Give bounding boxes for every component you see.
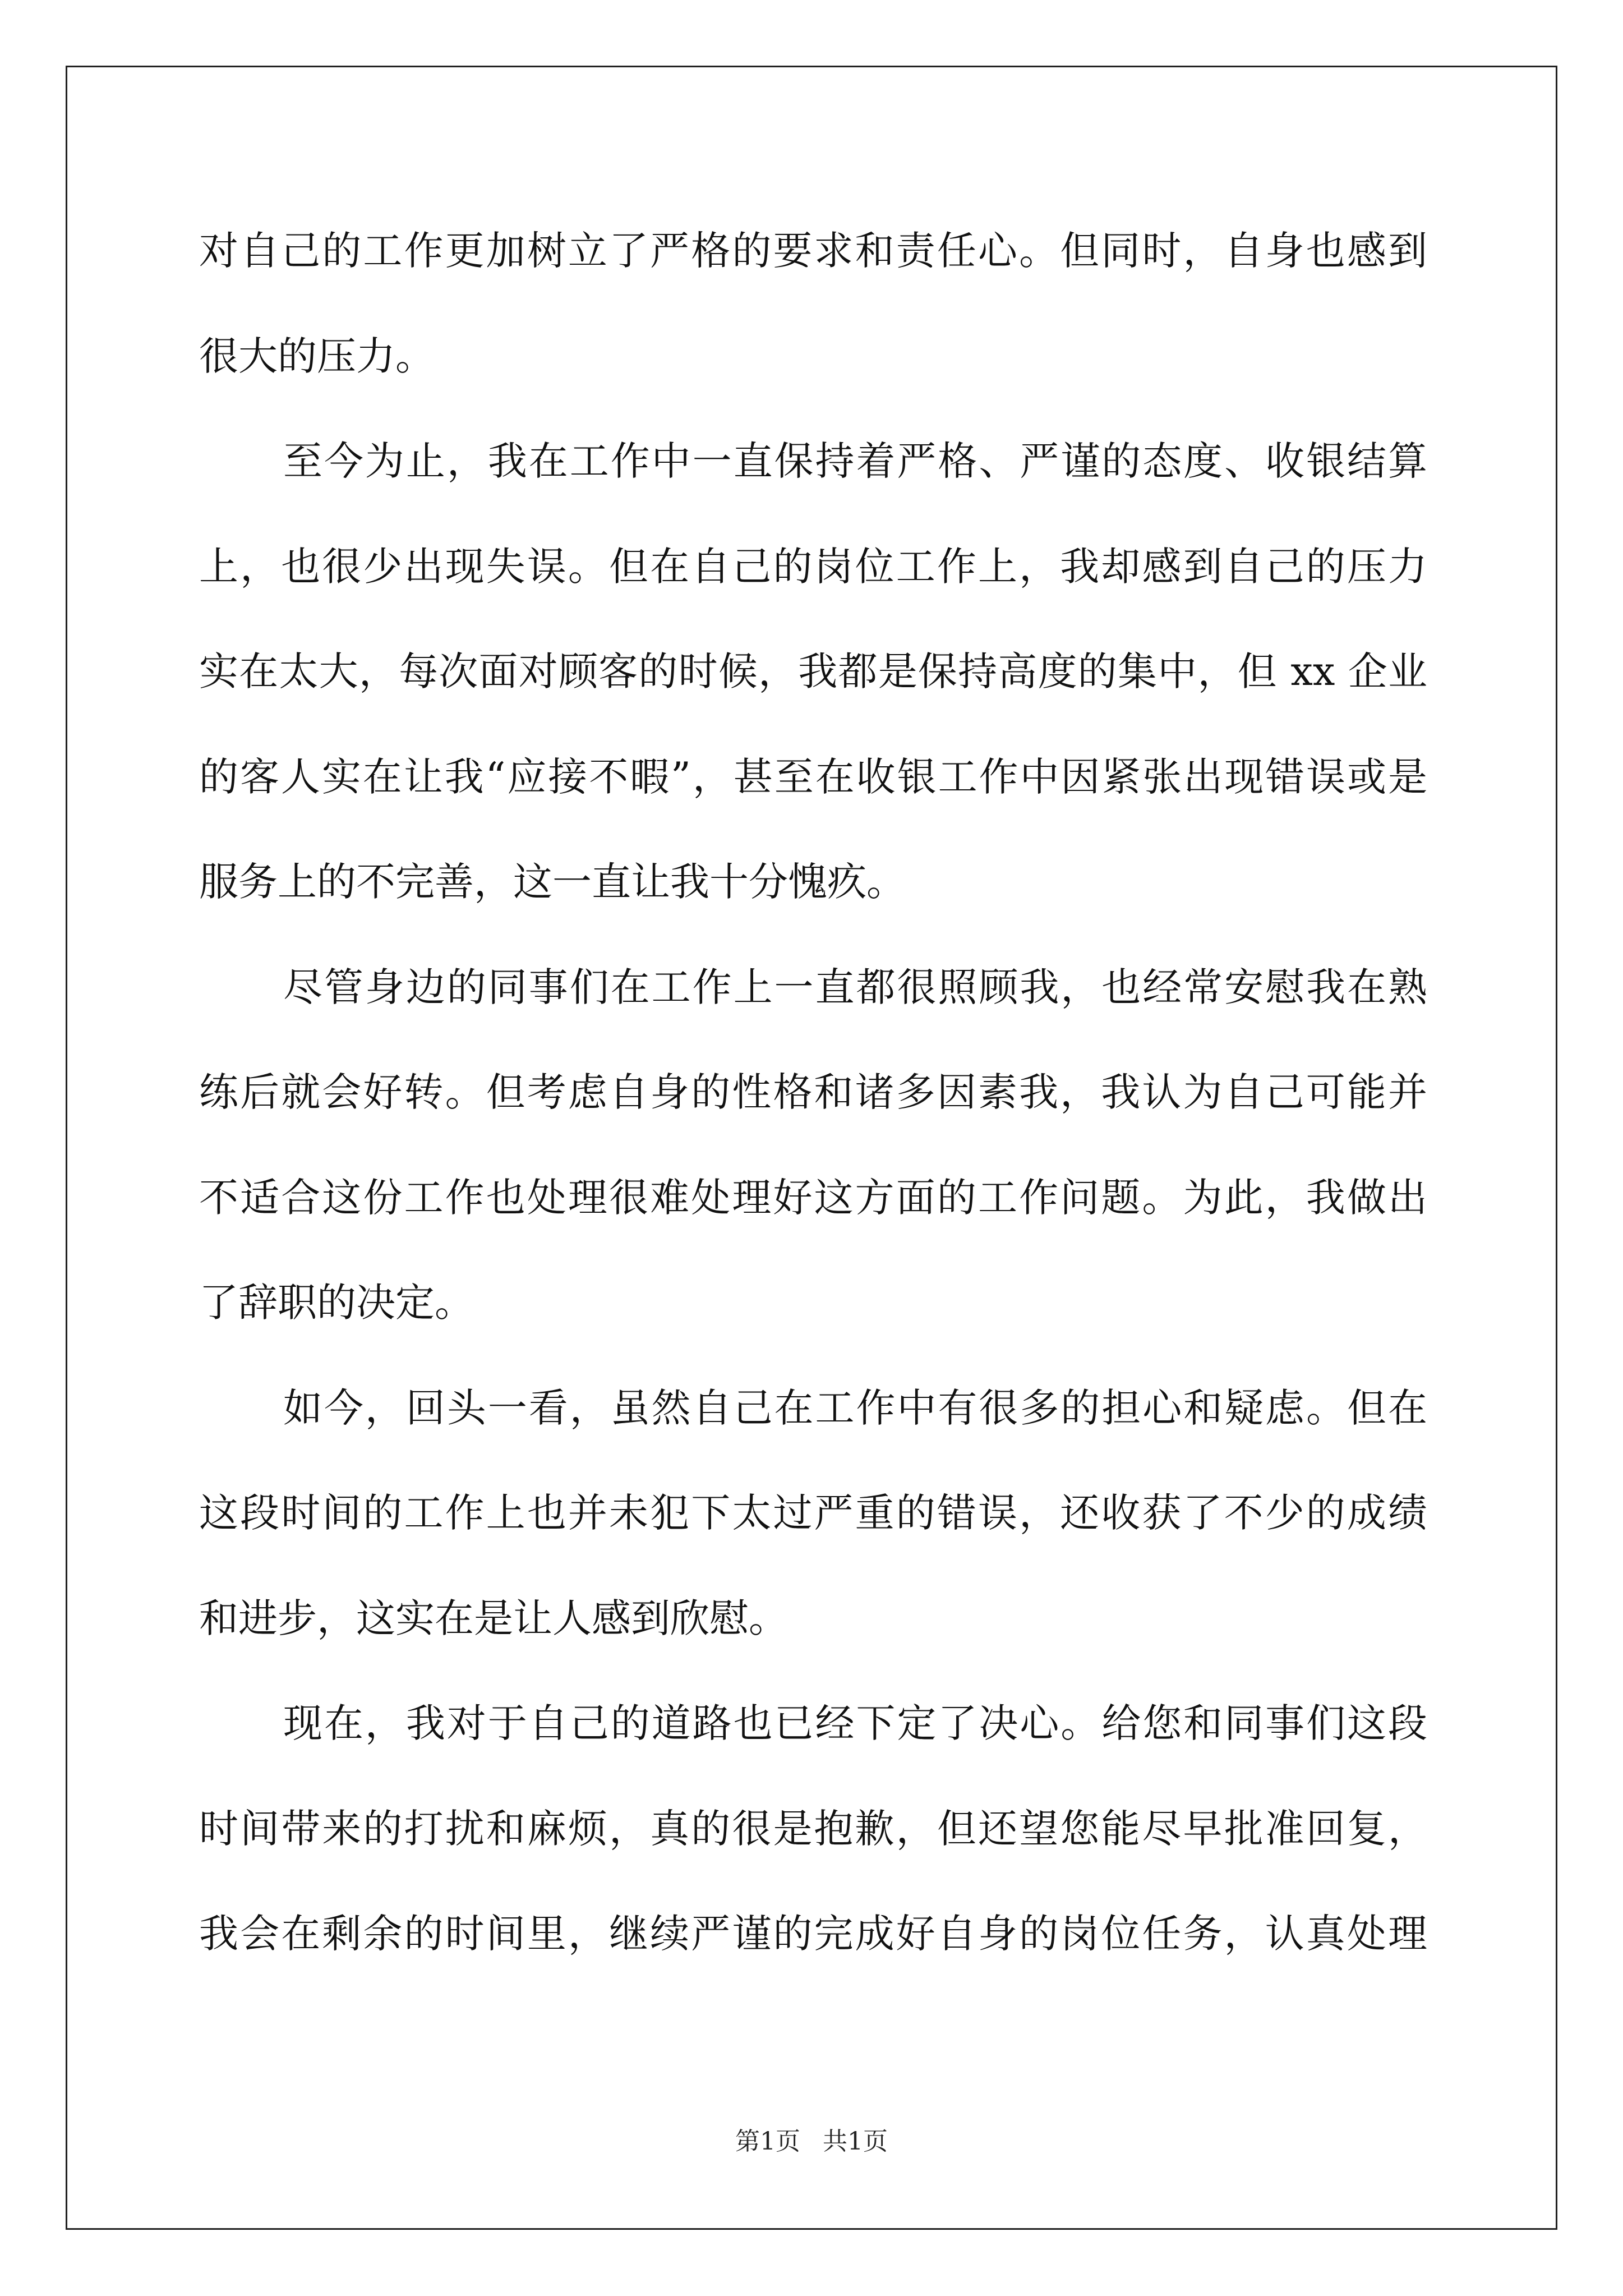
page-footer	[0, 2125, 1623, 2159]
text-line: 不适合这份工作也处理很难处理好这方面的工作问题。为此，我做出	[199, 1174, 1427, 1221]
text-line: 对自己的工作更加树立了严格的要求和责任心。但同时，自身也感到	[199, 228, 1427, 274]
text-line: 很大的压力。	[199, 333, 435, 379]
text-line: 练后就会好转。但考虑自身的性格和诸多因素我，我认为自己可能并	[199, 1069, 1427, 1115]
text-line: 服务上的不完善，这一直让我十分愧疚。	[199, 859, 906, 905]
text-line: 至今为止，我在工作中一直保持着严格、严谨的态度、收银结算	[283, 438, 1427, 484]
text-line: 尽管身边的同事们在工作上一直都很照顾我，也经常安慰我在熟	[283, 964, 1427, 1010]
text-line: 和进步，这实在是让人感到欣慰。	[199, 1595, 788, 1641]
text-line: 如今，回头一看，虽然自己在工作中有很多的担心和疑虑。但在	[283, 1384, 1427, 1431]
text-line: 我会在剩余的时间里，继续严谨的完成好自身的岗位任务，认真处理	[199, 1911, 1427, 1957]
page-number-total: 共1页	[823, 2127, 888, 2156]
text-line: 这段时间的工作上也并未犯下太过严重的错误，还收获了不少的成绩	[199, 1490, 1427, 1536]
text-line: 了辞职的决定。	[199, 1280, 474, 1326]
text-line: 实在太大，每次面对顾客的时候，我都是保持高度的集中，但 xx 企业	[199, 648, 1427, 694]
text-line: 时间带来的打扰和麻烦，真的很是抱歉，但还望您能尽早批准回复，	[199, 1805, 1427, 1852]
page-number-current: 第1页	[735, 2127, 800, 2156]
text-line: 现在，我对于自己的道路也已经下定了决心。给您和同事们这段	[283, 1700, 1427, 1746]
document-body	[199, 209, 1427, 1997]
text-line: 上，也很少出现失误。但在自己的岗位工作上，我却感到自己的压力	[199, 543, 1427, 590]
text-line: 的客人实在让我“应接不暇”，甚至在收银工作中因紧张出现错误或是	[199, 753, 1427, 800]
